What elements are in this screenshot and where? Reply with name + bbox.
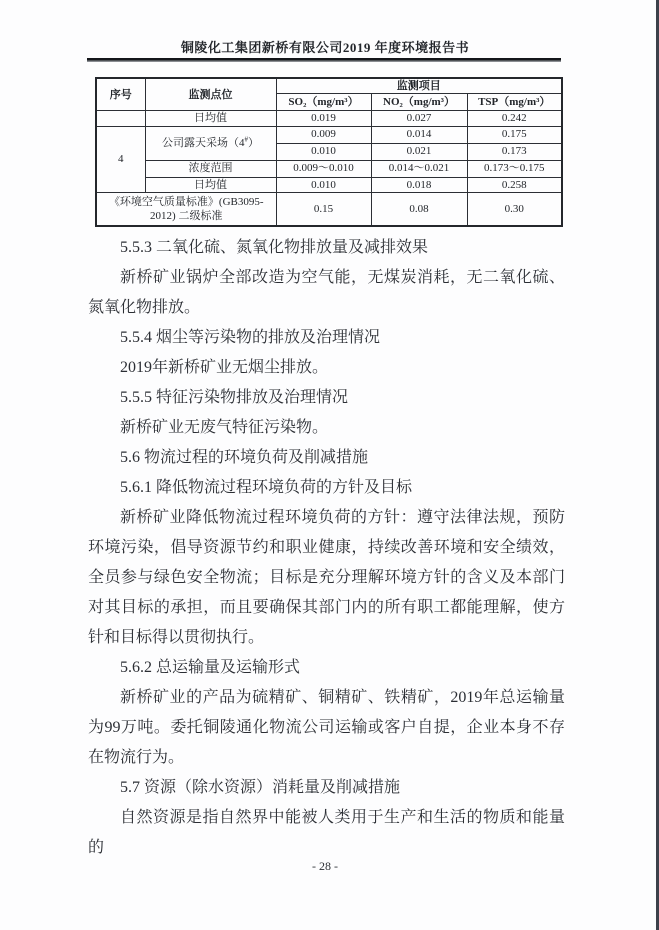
paragraph-5-5-4: 2019年新桥矿业无烟尘排放。 [120, 359, 329, 376]
body-text [88, 233, 565, 863]
paragraph-5-6-1: 新桥矿业降低物流过程环境负荷的方针：遵守法律法规，预防环境污染，倡导资源节约和职业健康，持续改善环境和安全绩效，全员参与绿色安全物流；目标是充分理解环境方针的含义及本部门对其目标的承担，而且要确保其部门内的所有职工都能理解，使方针和目标得以贯彻执行。 [88, 509, 565, 646]
open-pit-label-end: ） [248, 136, 259, 149]
monitoring-table [95, 77, 563, 227]
open-pit-label-main: 公司露天采场（4 [162, 136, 245, 149]
cell-value: 0.08 [371, 192, 467, 226]
cell-value: 0.173～0.175 [467, 160, 562, 177]
cell-value: 0.009～0.010 [276, 160, 371, 177]
cell-value: 0.15 [276, 192, 371, 226]
cell-value: 0.258 [467, 177, 562, 192]
cell-open-pit-label [145, 126, 276, 160]
cell-prev-daily-label: 日均值 [145, 111, 276, 126]
section-heading-5-6-2: 5.6.2 总运输量及运输形式 [120, 659, 301, 676]
cell-value: 0.018 [371, 177, 467, 192]
cell-daily-label: 日均值 [145, 177, 276, 192]
cell-value: 0.242 [467, 111, 562, 126]
standard-label-line2: 2012) 二级标准 [150, 210, 223, 223]
cell-value: 0.010 [276, 143, 371, 160]
cell-value: 0.009 [276, 126, 371, 143]
paragraph-5-5-5: 新桥矿业无废气特征污染物。 [120, 419, 329, 436]
cell-value: 0.021 [371, 143, 467, 160]
cell-value: 0.010 [276, 177, 371, 192]
section-heading-5-7: 5.7 资源（除水资源）消耗量及削减措施 [120, 779, 401, 796]
cell-value: 0.019 [276, 111, 371, 126]
paragraph-5-6-2: 新桥矿业的产品为硫精矿、铜精矿、铁精矿，2019年总运输量为99万吨。委托铜陵通化物流公司运输或客户自提，企业本身不存在物流行为。 [88, 689, 565, 766]
header-rule [87, 58, 561, 62]
standard-label-line1: 《环境空气质量标准》(GB3095- [108, 195, 264, 208]
section-heading-5-6-1: 5.6.1 降低物流过程环境负荷的方针及目标 [120, 479, 413, 496]
page-number: - 28 - [312, 859, 338, 873]
col-header-no2: NO₂（mg/m³） [371, 94, 467, 111]
col-header-so2: SO₂（mg/m³） [276, 94, 371, 111]
cell-value: 0.014～0.021 [371, 160, 467, 177]
cell-range-label: 浓度范围 [145, 160, 276, 177]
cell-seq-number: 4 [96, 126, 145, 192]
cell-value: 0.027 [371, 111, 467, 126]
cell-value: 0.173 [467, 143, 562, 160]
page-title: 铜陵化工集团新桥有限公司2019 年度环境报告书 [180, 40, 470, 55]
section-heading-5-6: 5.6 物流过程的环境负荷及削减措施 [120, 449, 369, 466]
cell-standard-label [96, 192, 276, 226]
paragraph-5-5-3: 新桥矿业锅炉全部改造为空气能，无煤炭消耗，无二氧化硫、氮氧化物排放。 [88, 269, 565, 316]
cell-seq-empty [96, 111, 145, 126]
paragraph-5-7: 自然资源是指自然界中能被人类用于生产和生活的物质和能量的 [88, 809, 565, 856]
open-pit-label-sup: # [244, 135, 248, 144]
section-heading-5-5-5: 5.5.5 特征污染物排放及治理情况 [120, 389, 349, 406]
cell-value: 0.014 [371, 126, 467, 143]
cell-value: 0.30 [467, 192, 562, 226]
section-heading-5-5-4: 5.5.4 烟尘等污染物的排放及治理情况 [120, 329, 381, 346]
section-heading-5-5-3: 5.5.3 二氧化硫、氮氧化物排放量及减排效果 [120, 239, 429, 256]
col-header-tsp: TSP（mg/m³） [467, 94, 562, 111]
col-header-group: 监测项目 [276, 78, 562, 94]
col-header-point: 监测点位 [145, 78, 276, 111]
cell-value: 0.175 [467, 126, 562, 143]
col-header-seq: 序号 [96, 78, 145, 111]
